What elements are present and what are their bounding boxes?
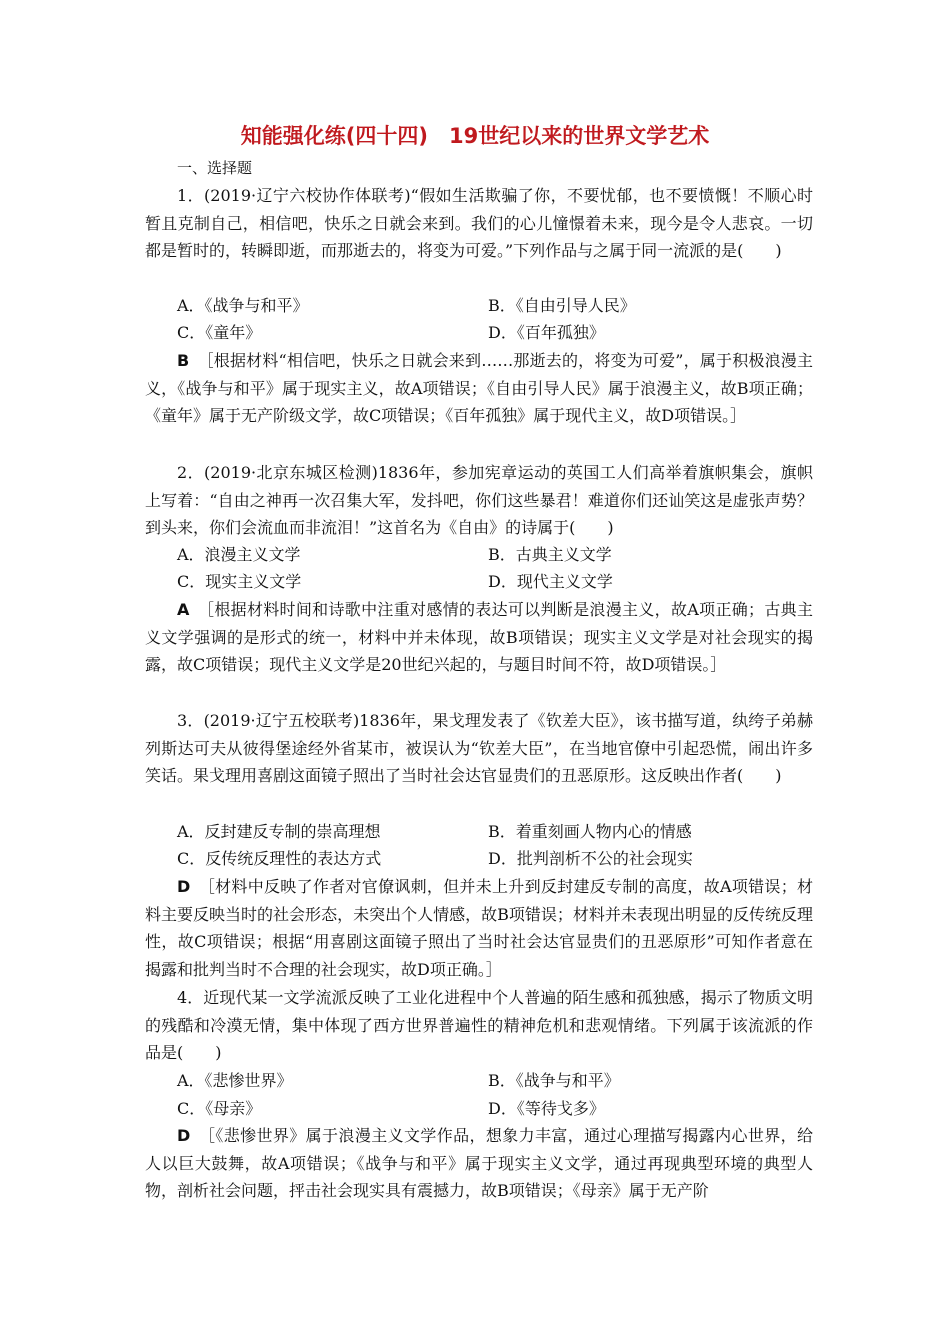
- page-title: 知能强化练(四十四) 19世纪以来的世界文学艺术: [240, 124, 710, 148]
- answer-letter: B: [177, 351, 190, 370]
- question-4-answer: [145, 1122, 813, 1205]
- question-4-option-d: D．《等待戈多》: [488, 1099, 605, 1118]
- question-3-option-a: A．反封建反专制的崇高理想: [177, 822, 381, 841]
- question-1-option-c: C．《童年》: [177, 323, 262, 342]
- question-3-option-d: D．批判剖析不公的社会现实: [488, 849, 693, 868]
- question-1-option-b: B．《自由引导人民》: [488, 296, 636, 315]
- question-2-option-b: B．古典主义文学: [488, 545, 612, 564]
- question-4-option-a: A．《悲惨世界》: [177, 1071, 293, 1090]
- question-2-stem: 2．(2019·北京东城区检测)1836年，参加宪章运动的英国工人们高举着旗帜集会，旗帜上写着：“自由之神再一次召集大军，发抖吧，你们这些暴君！难道你们还讪笑这是虚张声势？到头来，你们会流血而非流泪！”这首名为《自由》的诗属于( ): [145, 463, 813, 537]
- question-2-answer: [145, 596, 813, 679]
- answer-explanation: ［根据材料时间和诗歌中注重对感情的表达可以判断是浪漫主义，故A项正确；古典主义文学强调的是形式的统一，材料中并未体现，故B项错误；现实主义文学是对社会现实的揭露，故C项错误；现代主义文学是20世纪兴起的，与题目时间不符，故D项错误。］: [145, 600, 813, 674]
- answer-letter: D: [177, 1126, 191, 1145]
- question-1-stem: 1．(2019·辽宁六校协作体联考)“假如生活欺骗了你，不要忧郁，也不要愤慨！不顺心时暂且克制自己，相信吧，快乐之日就会来到。我们的心儿憧憬着未来，现今是令人悲哀。一切都是暂时的，转瞬即逝，而那逝去的，将变为可爱。”下列作品与之属于同一流派的是( ): [145, 186, 813, 260]
- question-3-answer: [145, 873, 813, 983]
- question-2-option-c: C．现实主义文学: [177, 572, 302, 591]
- question-1-option-a: A．《战争与和平》: [177, 296, 309, 315]
- question-3-option-b: B．着重刻画人物内心的情感: [488, 822, 692, 841]
- question-2-option-d: D．现代主义文学: [488, 572, 613, 591]
- question-4-option-b: B．《战争与和平》: [488, 1071, 620, 1090]
- question-3-option-c: C．反传统反理性的表达方式: [177, 849, 382, 868]
- answer-letter: A: [177, 600, 190, 619]
- answer-letter: D: [177, 877, 191, 896]
- answer-explanation: ［材料中反映了作者对官僚讽刺，但并未上升到反封建反专制的高度，故A项错误；材料主要反映当时的社会形态，未突出个人情感，故B项错误；材料并未表现出明显的反传统反理性，故C项错误；根据“用喜剧这面镜子照出了当时社会达官显贵们的丑恶原形”可知作者意在揭露和批判当时不合理的社会现实，故D项正确。］: [145, 877, 813, 979]
- question-2-option-a: A．浪漫主义文学: [177, 545, 301, 564]
- question-4-stem: 4．近现代某一文学流派反映了工业化进程中个人普遍的陌生感和孤独感，揭示了物质文明的残酷和冷漠无情，集中体现了西方世界普遍性的精神危机和悲观情绪。下列属于该流派的作品是( ): [145, 988, 813, 1062]
- section-heading: 一、选择题: [177, 159, 253, 177]
- answer-explanation: ［《悲惨世界》属于浪漫主义文学作品，想象力丰富，通过心理描写揭露内心世界，给人以巨大鼓舞，故A项错误；《战争与和平》属于现实主义文学，通过再现典型环境的典型人物，剖析社会问题，抨击社会现实具有震撼力，故B项错误；《母亲》属于无产阶: [145, 1126, 813, 1200]
- question-4-option-c: C．《母亲》: [177, 1099, 262, 1118]
- answer-explanation: ［根据材料“相信吧，快乐之日就会来到……那逝去的，将变为可爱”，属于积极浪漫主义，《战争与和平》属于现实主义，故A项错误；《自由引导人民》属于浪漫主义，故B项正确；《童年》属于无产阶级文学，故C项错误；《百年孤独》属于现代主义，故D项错误。］: [145, 351, 813, 425]
- question-3-stem: 3．(2019·辽宁五校联考)1836年，果戈理发表了《钦差大臣》，该书描写道，纨绔子弟赫列斯达可夫从彼得堡途经外省某市，被误认为“钦差大臣”，在当地官僚中引起恐慌，闹出许多笑话。果戈理用喜剧这面镜子照出了当时社会达官显贵们的丑恶原形。这反映出作者( ): [145, 711, 813, 785]
- question-1-answer: [145, 347, 813, 430]
- question-1-option-d: D．《百年孤独》: [488, 323, 605, 342]
